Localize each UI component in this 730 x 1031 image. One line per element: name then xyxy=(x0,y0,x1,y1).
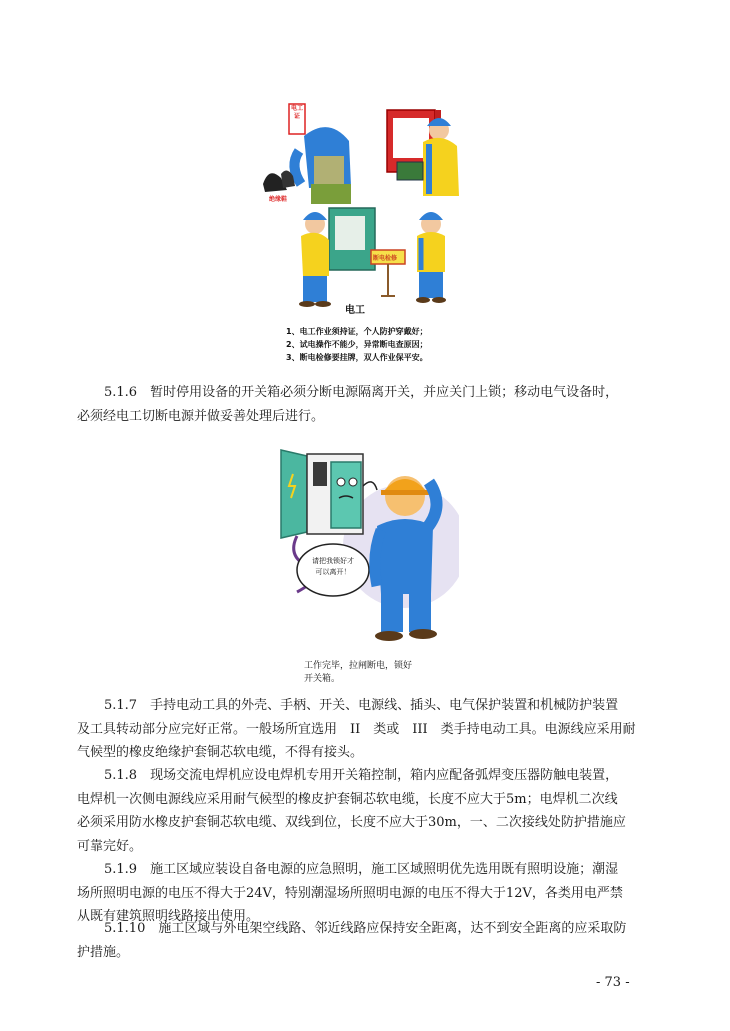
paragraph-line: 5.1.9 施工区域应装设自备电源的应急照明，施工区域照明优先选用既有照明设施；潮湿 xyxy=(104,862,619,877)
paragraph-line: 可靠完好。 xyxy=(77,838,143,854)
speech-bubble-text xyxy=(303,556,363,578)
caption-line: 1、电工作业须持证，个人防护穿戴好； xyxy=(286,327,428,336)
figure1-title: 电工 xyxy=(345,305,365,316)
caption-line: 3、断电检修要挂牌，双人作业保平安。 xyxy=(286,353,428,362)
switchbox-scene-graphic xyxy=(277,446,459,646)
insulated-shoes-label: 绝缘鞋 xyxy=(269,196,288,203)
caption-line: 工作完毕，拉闸断电，锁好 xyxy=(304,661,413,671)
paragraph-5-1-6 xyxy=(77,381,657,428)
electrician-illustration xyxy=(259,96,487,368)
paragraph-line: 5.1.8 现场交流电焊机应设电焊机专用开关箱控制，箱内应配备弧焊变压器防触电装置， xyxy=(104,768,619,783)
paragraph-5-1-10 xyxy=(77,917,657,964)
paragraph-line: 护措施。 xyxy=(77,944,130,960)
bubble-line: 可以离开！ xyxy=(315,568,351,576)
paragraph-line: 气候型的橡皮绝缘护套铜芯软电缆，不得有接头。 xyxy=(77,745,364,760)
bubble-line: 请把我锁好才 xyxy=(312,557,354,565)
id-card-label: 电工证 xyxy=(291,105,304,120)
maintenance-sign-label: 断电检修 xyxy=(373,255,398,262)
caption-line: 开关箱。 xyxy=(304,674,341,684)
paragraph-5-1-8 xyxy=(77,764,657,858)
paragraph-line: 必须经电工切断电源并做妥善处理后进行。 xyxy=(77,408,325,424)
paragraph-line: 场所照明电源的电压不得大于24V，特别潮湿场所照明电源的电压不得大于12V，各类用电严禁 xyxy=(77,885,623,901)
paragraph-line: 必须采用防水橡皮护套铜芯软电缆、双线到位，长度不应大于30m，一、二次接线处防护措施应 xyxy=(77,815,626,830)
paragraph-line: 5.1.6 暂时停用设备的开关箱必须分断电源隔离开关，并应关门上锁；移动电气设备时， xyxy=(104,385,619,400)
paragraph-line: 5.1.10 施工区域与外电架空线路、邻近线路应保持安全距离，达不到安全距离的应采取防 xyxy=(104,921,627,936)
paragraph-line: 从既有建筑照明线路接出使用。 xyxy=(77,909,260,924)
paragraph-5-1-7 xyxy=(77,694,657,765)
paragraph-line: 及工具转动部分应完好正常。一般场所宜选用 II 类或 III 类手持电动工具。电源线应采用耐 xyxy=(77,721,636,737)
caption-line: 2、试电操作不能少，异常断电查原因； xyxy=(286,340,428,349)
figure2-caption xyxy=(304,660,412,686)
page-number: - 73 - xyxy=(596,975,630,990)
paragraph-line: 5.1.7 手持电动工具的外壳、手柄、开关、电源线、插头、电气保护装置和机械防护装置 xyxy=(104,698,619,713)
electrician-scene-graphic xyxy=(259,96,487,316)
switchbox-illustration xyxy=(277,446,459,690)
figure1-captions xyxy=(286,325,428,364)
paragraph-line: 电焊机一次侧电源线应采用耐气候型的橡皮护套铜芯软电缆，长度不应大于5m；电焊机二次线 xyxy=(77,791,618,807)
